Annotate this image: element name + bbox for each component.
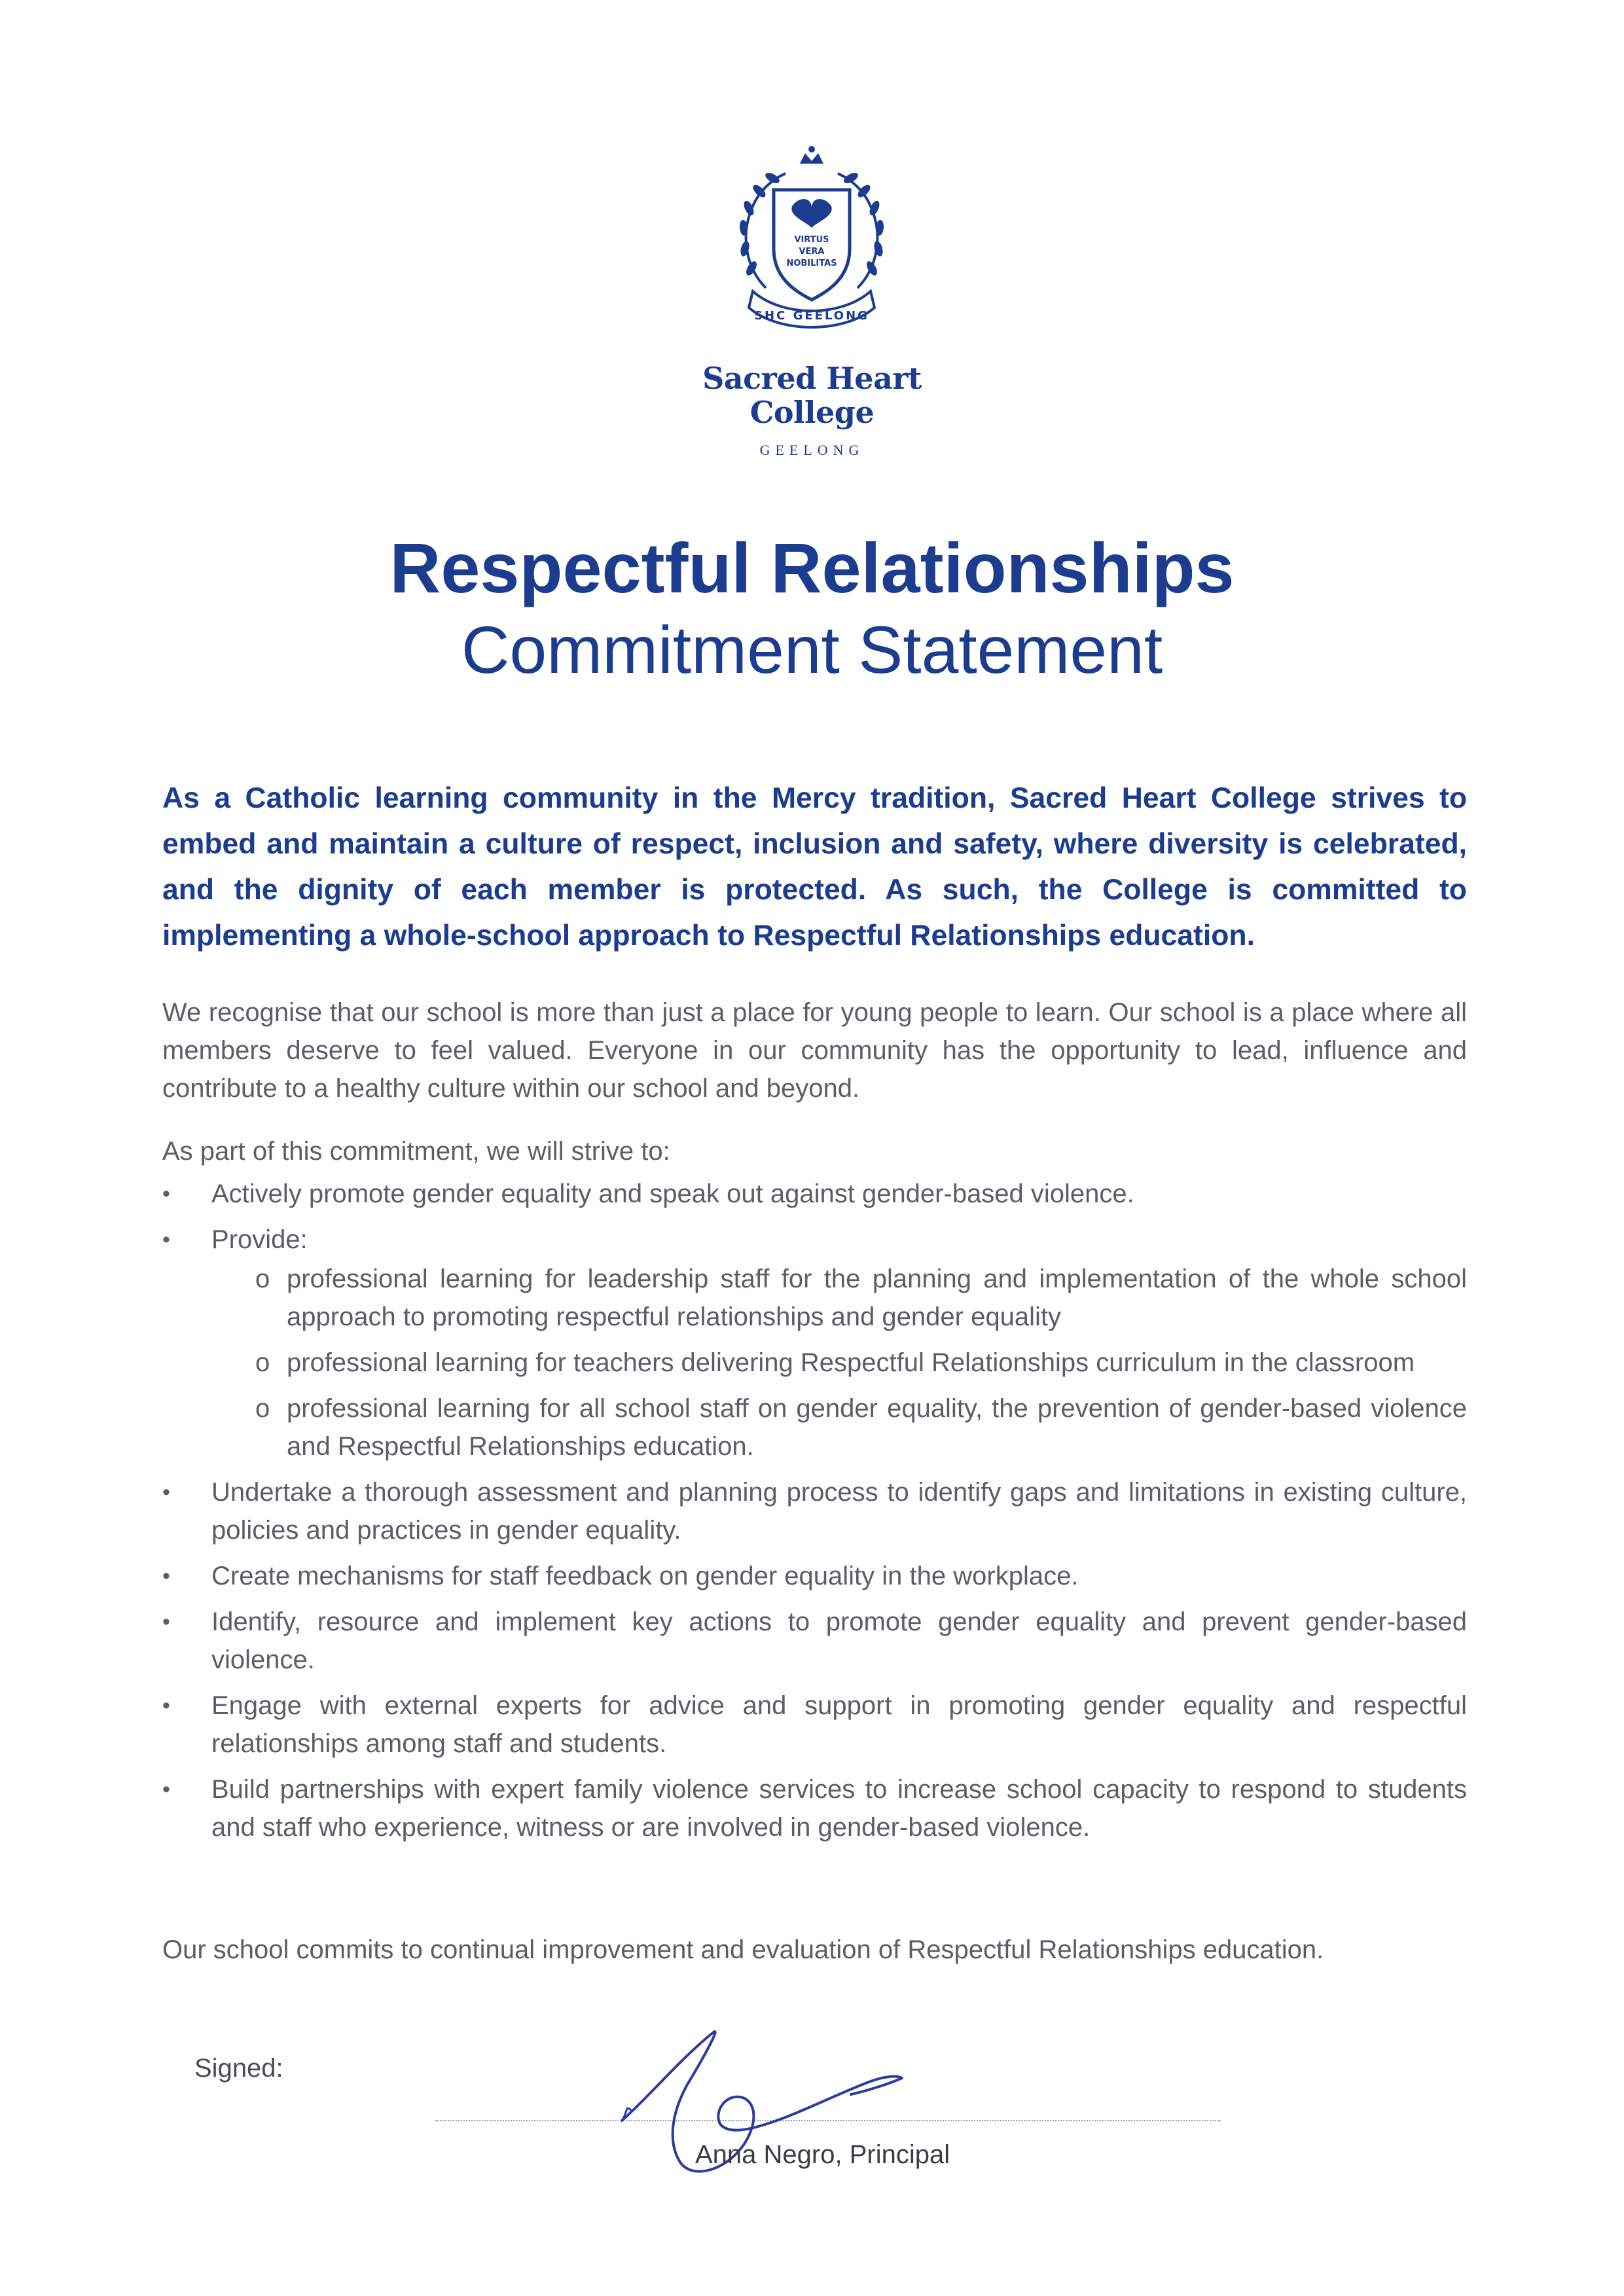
intro-paragraph: We recognise that our school is more than just a place for young people to learn. Our school is a place where all members deserve to feel valued. Everyone in our community has the opportunity to lead, influence and contribute to a healthy culture within our school and beyond. [162, 998, 1467, 1103]
page-title: Respectful Relationships [389, 528, 1235, 607]
provide-sublist [211, 1260, 1467, 1465]
signature-image [609, 2006, 910, 2202]
college-name [0, 361, 1624, 429]
commitment-list [162, 1175, 1467, 1854]
list-item: • Engage with external experts for advice and support in promoting gender equality and respectful relationships among staff and students. [162, 1687, 1467, 1763]
signer-name: Anna Negro, Principal [695, 2140, 950, 2169]
commitment-intro: As part of this commitment, we will strive to: [162, 1137, 670, 1166]
sub-list-item: o professional learning for all school staff on gender equality, the prevention of gender-based violence and Respectful Relationships education. [211, 1390, 1467, 1465]
sub-list-item: o professional learning for teachers delivering Respectful Relationships curriculum in the classroom [211, 1344, 1467, 1382]
lead-paragraph: As a Catholic learning community in the Mercy tradition, Sacred Heart College strives to embed and maintain a culture of respect, inclusion and safety, where diversity is celebrated, and the dignity of each member is protected. As such, the College is committed to implementing a whole-school approach to Respectful Relationships education. [162, 782, 1467, 952]
college-crest-logo [720, 144, 903, 340]
list-item-provide [162, 1221, 1467, 1465]
list-item: • Create mechanisms for staff feedback on gender equality in the workplace. [162, 1557, 1467, 1595]
list-item: • Identify, resource and implement key actions to promote gender equality and prevent gender-based violence. [162, 1603, 1467, 1679]
sub-list-item: o professional learning for leadership staff for the planning and implementation of the whole school approach to promoting respectful relationships and gender equality [211, 1260, 1467, 1336]
crest-motto-line2: VERA [799, 247, 825, 257]
list-item: • Build partnerships with expert family violence services to increase school capacity to respond to students and staff who experience, witness or are involved in gender-based violence. [162, 1770, 1467, 1846]
college-name-line1: Sacred Heart [702, 361, 922, 396]
crest-motto-line1: VIRTUS [794, 235, 829, 245]
crest-ribbon-text: SHC GEELONG [754, 309, 869, 323]
crest-motto-line3: NOBILITAS [786, 259, 837, 268]
page-subtitle: Commitment Statement [461, 613, 1163, 687]
closing-paragraph: Our school commits to continual improvement and evaluation of Respectful Relationships education. [162, 1935, 1324, 1964]
college-location: GEELONG [759, 442, 865, 458]
list-item-label: Provide: [211, 1225, 308, 1254]
list-item: • Actively promote gender equality and speak out against gender-based violence. [162, 1175, 1467, 1213]
signed-label: Signed: [194, 2054, 283, 2083]
college-name-line2: College [749, 395, 875, 430]
list-item: • Undertake a thorough assessment and planning process to identify gaps and limitations in existing culture, policies and practices in gender equality. [162, 1473, 1467, 1549]
